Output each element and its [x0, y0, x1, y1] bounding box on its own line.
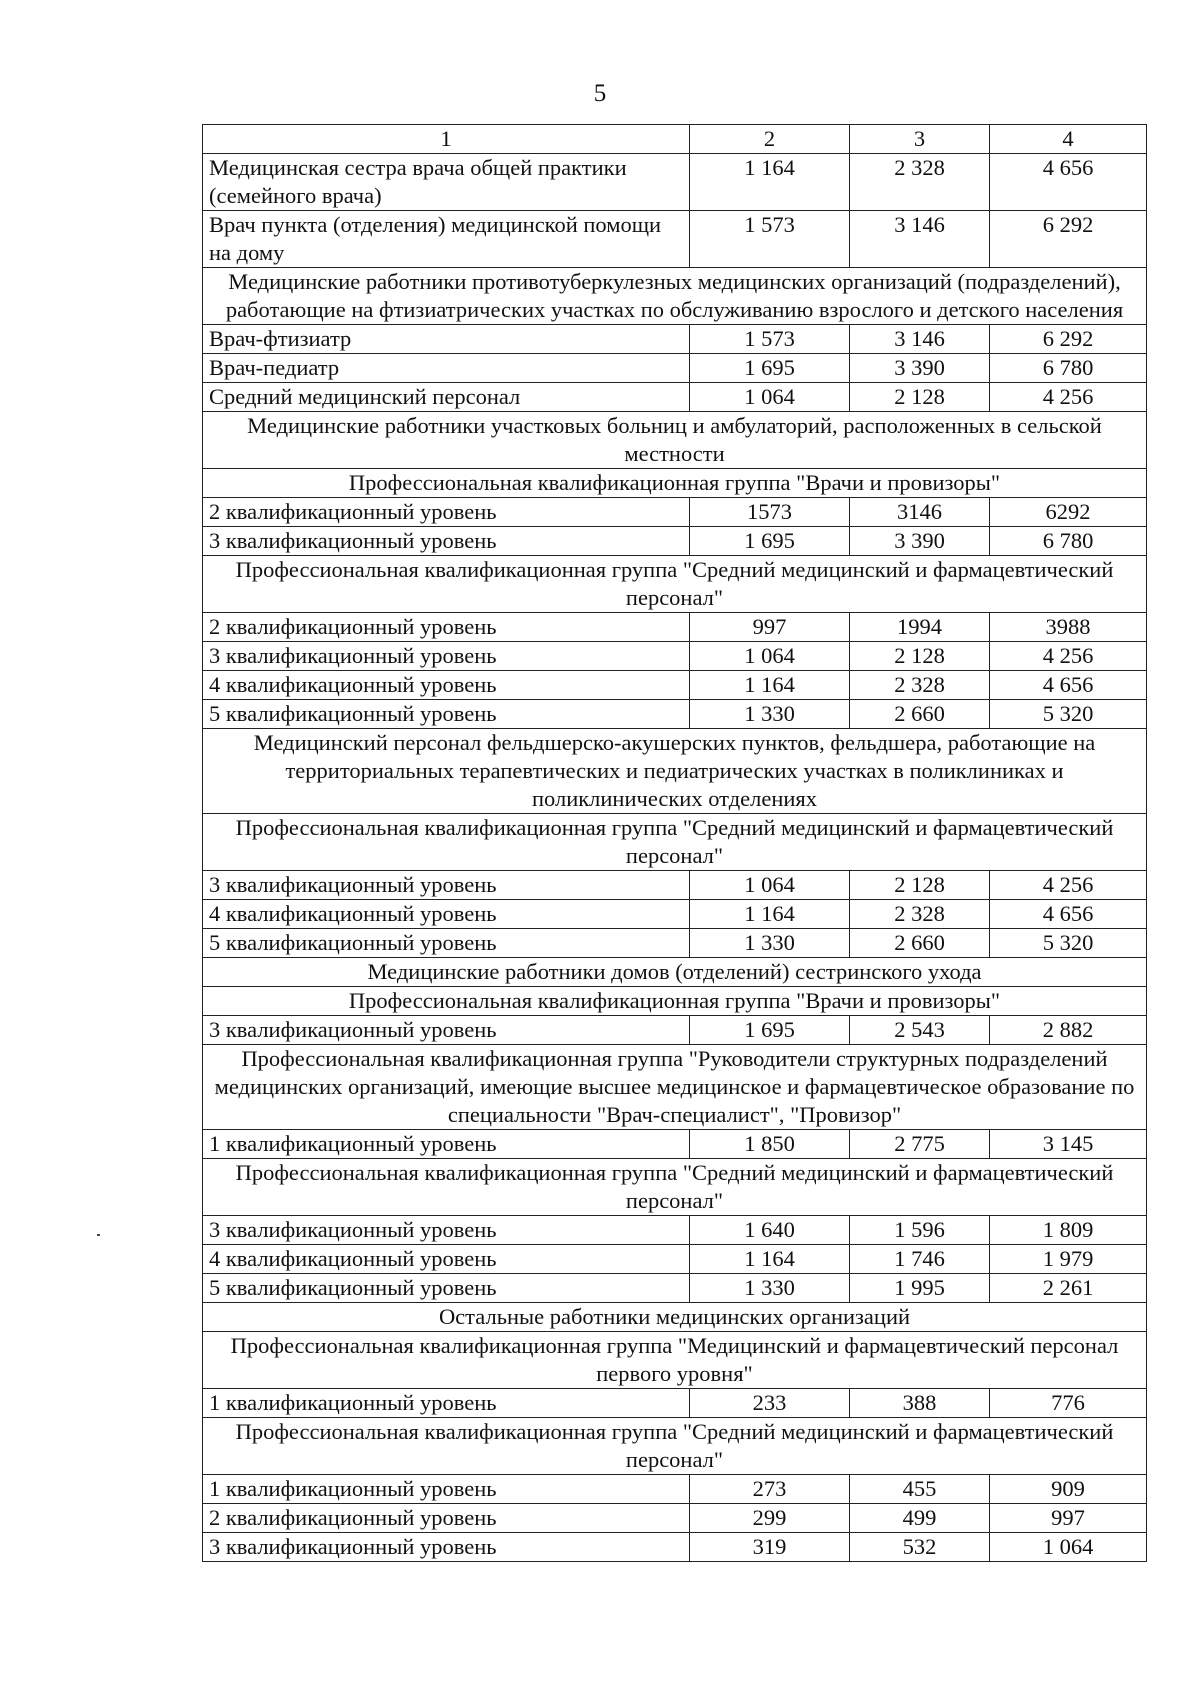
- table-row: [203, 1389, 1147, 1418]
- scan-speck: [97, 1234, 100, 1236]
- position-label: Врач-педиатр: [203, 354, 690, 383]
- table-row: [203, 671, 1147, 700]
- position-label: Средний медицинский персонал: [203, 383, 690, 412]
- position-label: 2 квалификационный уровень: [203, 1504, 690, 1533]
- value-cell-col2: 1 695: [690, 354, 850, 383]
- table-row: [203, 1533, 1147, 1562]
- section-heading: Профессиональная квалификационная группа "Медицинский и фармацевтический персонал первого уровня": [203, 1332, 1147, 1389]
- table-row: [203, 1245, 1147, 1274]
- table-row: [203, 527, 1147, 556]
- table-row: [203, 1130, 1147, 1159]
- position-label: Врач пункта (отделения) медицинской помощи на дому: [203, 211, 690, 268]
- position-label: 3 квалификационный уровень: [203, 1016, 690, 1045]
- value-cell-col2: 1 573: [690, 211, 850, 268]
- section-row: [203, 1418, 1147, 1475]
- value-cell-col4: 6 292: [990, 325, 1147, 354]
- position-label: 2 квалификационный уровень: [203, 498, 690, 527]
- value-cell-col4: 2 261: [990, 1274, 1147, 1303]
- position-label: 3 квалификационный уровень: [203, 642, 690, 671]
- value-cell-col2: 299: [690, 1504, 850, 1533]
- value-cell-col3: 3 146: [850, 325, 990, 354]
- value-cell-col3: 2 775: [850, 1130, 990, 1159]
- table-row: [203, 498, 1147, 527]
- value-cell-col3: 1994: [850, 613, 990, 642]
- header-cell-4: 4: [990, 125, 1147, 154]
- value-cell-col2: 1 164: [690, 154, 850, 211]
- value-cell-col4: 6292: [990, 498, 1147, 527]
- value-cell-col3: 2 543: [850, 1016, 990, 1045]
- section-row: [203, 958, 1147, 987]
- value-cell-col4: 6 780: [990, 354, 1147, 383]
- position-label: Врач-фтизиатр: [203, 325, 690, 354]
- value-cell-col2: 1 064: [690, 383, 850, 412]
- section-heading: Медицинские работники противотуберкулезных медицинских организаций (подразделений), работающие на фтизиатрических участках по обслуживанию взрослого и детского населения: [203, 268, 1147, 325]
- table-row: [203, 1216, 1147, 1245]
- value-cell-col2: 1 330: [690, 700, 850, 729]
- table-body: [203, 125, 1147, 1562]
- position-label: 2 квалификационный уровень: [203, 613, 690, 642]
- section-heading: Профессиональная квалификационная группа "Руководители структурных подразделений медицинских организаций, имеющие высшее медицинское и фармацевтическое образование по специальности "Врач-специалист", "Провизор": [203, 1045, 1147, 1130]
- value-cell-col3: 2 328: [850, 154, 990, 211]
- value-cell-col2: 233: [690, 1389, 850, 1418]
- section-row: [203, 987, 1147, 1016]
- value-cell-col4: 997: [990, 1504, 1147, 1533]
- value-cell-col4: 2 882: [990, 1016, 1147, 1045]
- table-row: [203, 900, 1147, 929]
- table-row: [203, 1475, 1147, 1504]
- table-row: [203, 642, 1147, 671]
- value-cell-col4: 1 064: [990, 1533, 1147, 1562]
- section-row: [203, 1159, 1147, 1216]
- value-cell-col2: 1 330: [690, 929, 850, 958]
- value-cell-col2: 1 850: [690, 1130, 850, 1159]
- value-cell-col2: 273: [690, 1475, 850, 1504]
- position-label: 3 квалификационный уровень: [203, 1533, 690, 1562]
- value-cell-col3: 1 746: [850, 1245, 990, 1274]
- table-row: [203, 154, 1147, 211]
- value-cell-col4: 4 656: [990, 900, 1147, 929]
- value-cell-col3: 2 660: [850, 929, 990, 958]
- value-cell-col3: 499: [850, 1504, 990, 1533]
- value-cell-col3: 2 660: [850, 700, 990, 729]
- value-cell-col3: 388: [850, 1389, 990, 1418]
- table-row: [203, 383, 1147, 412]
- value-cell-col2: 1 330: [690, 1274, 850, 1303]
- value-cell-col2: 1573: [690, 498, 850, 527]
- value-cell-col4: 4 656: [990, 154, 1147, 211]
- position-label: 1 квалификационный уровень: [203, 1389, 690, 1418]
- table-row: [203, 929, 1147, 958]
- value-cell-col3: 2 328: [850, 671, 990, 700]
- position-label: 3 квалификационный уровень: [203, 871, 690, 900]
- section-heading: Медицинский персонал фельдшерско-акушерских пунктов, фельдшера, работающие на территориальных терапевтических и педиатрических участках в поликлиниках и поликлинических отделениях: [203, 729, 1147, 814]
- value-cell-col3: 455: [850, 1475, 990, 1504]
- value-cell-col4: 3 145: [990, 1130, 1147, 1159]
- value-cell-col4: 4 256: [990, 871, 1147, 900]
- header-row: [203, 125, 1147, 154]
- value-cell-col2: 1 064: [690, 642, 850, 671]
- value-cell-col3: 2 128: [850, 871, 990, 900]
- section-heading: Профессиональная квалификационная группа "Средний медицинский и фармацевтический персонал": [203, 1159, 1147, 1216]
- section-row: [203, 469, 1147, 498]
- value-cell-col3: 2 128: [850, 642, 990, 671]
- value-cell-col3: 3146: [850, 498, 990, 527]
- section-heading: Профессиональная квалификационная группа "Врачи и провизоры": [203, 987, 1147, 1016]
- position-label: 3 квалификационный уровень: [203, 1216, 690, 1245]
- section-heading: Профессиональная квалификационная группа "Средний медицинский и фармацевтический персонал": [203, 1418, 1147, 1475]
- table-row: [203, 1274, 1147, 1303]
- value-cell-col3: 2 128: [850, 383, 990, 412]
- position-label: 1 квалификационный уровень: [203, 1130, 690, 1159]
- value-cell-col3: 532: [850, 1533, 990, 1562]
- value-cell-col2: 1 164: [690, 671, 850, 700]
- table-row: [203, 1016, 1147, 1045]
- section-heading: Медицинские работники домов (отделений) сестринского ухода: [203, 958, 1147, 987]
- value-cell-col3: 1 995: [850, 1274, 990, 1303]
- table-row: [203, 871, 1147, 900]
- value-cell-col3: 3 390: [850, 354, 990, 383]
- section-row: [203, 1332, 1147, 1389]
- value-cell-col2: 1 164: [690, 1245, 850, 1274]
- salary-table: [202, 124, 1147, 1562]
- position-label: 3 квалификационный уровень: [203, 527, 690, 556]
- section-heading: Профессиональная квалификационная группа "Средний медицинский и фармацевтический персонал": [203, 556, 1147, 613]
- section-heading: Профессиональная квалификационная группа "Врачи и провизоры": [203, 469, 1147, 498]
- position-label: 5 квалификационный уровень: [203, 1274, 690, 1303]
- section-row: [203, 1303, 1147, 1332]
- table-row: [203, 354, 1147, 383]
- table-row: [203, 211, 1147, 268]
- value-cell-col2: 1 064: [690, 871, 850, 900]
- position-label: 4 квалификационный уровень: [203, 671, 690, 700]
- page-number: 5: [593, 80, 607, 107]
- value-cell-col2: 1 640: [690, 1216, 850, 1245]
- value-cell-col3: 2 328: [850, 900, 990, 929]
- section-row: [203, 556, 1147, 613]
- table-row: [203, 325, 1147, 354]
- value-cell-col3: 1 596: [850, 1216, 990, 1245]
- section-heading: Остальные работники медицинских организаций: [203, 1303, 1147, 1332]
- table-row: [203, 700, 1147, 729]
- value-cell-col4: 6 780: [990, 527, 1147, 556]
- value-cell-col2: 1 695: [690, 1016, 850, 1045]
- value-cell-col4: 4 256: [990, 642, 1147, 671]
- value-cell-col2: 319: [690, 1533, 850, 1562]
- value-cell-col4: 776: [990, 1389, 1147, 1418]
- value-cell-col3: 3 390: [850, 527, 990, 556]
- value-cell-col2: 1 695: [690, 527, 850, 556]
- value-cell-col4: 4 256: [990, 383, 1147, 412]
- value-cell-col3: 3 146: [850, 211, 990, 268]
- position-label: 4 квалификационный уровень: [203, 1245, 690, 1274]
- value-cell-col4: 3988: [990, 613, 1147, 642]
- header-cell-3: 3: [850, 125, 990, 154]
- position-label: Медицинская сестра врача общей практики (семейного врача): [203, 154, 690, 211]
- section-row: [203, 814, 1147, 871]
- position-label: 4 квалификационный уровень: [203, 900, 690, 929]
- value-cell-col4: 6 292: [990, 211, 1147, 268]
- section-heading: Медицинские работники участковых больниц и амбулаторий, расположенных в сельской местности: [203, 412, 1147, 469]
- value-cell-col4: 4 656: [990, 671, 1147, 700]
- table-row: [203, 1504, 1147, 1533]
- position-label: 5 квалификационный уровень: [203, 700, 690, 729]
- value-cell-col2: 1 573: [690, 325, 850, 354]
- position-label: 1 квалификационный уровень: [203, 1475, 690, 1504]
- section-row: [203, 412, 1147, 469]
- header-cell-1: 1: [203, 125, 690, 154]
- value-cell-col4: 1 809: [990, 1216, 1147, 1245]
- value-cell-col2: 1 164: [690, 900, 850, 929]
- header-cell-2: 2: [690, 125, 850, 154]
- table-row: [203, 613, 1147, 642]
- section-row: [203, 268, 1147, 325]
- section-heading: Профессиональная квалификационная группа "Средний медицинский и фармацевтический персонал": [203, 814, 1147, 871]
- value-cell-col4: 5 320: [990, 929, 1147, 958]
- section-row: [203, 729, 1147, 814]
- value-cell-col4: 909: [990, 1475, 1147, 1504]
- section-row: [203, 1045, 1147, 1130]
- value-cell-col4: 5 320: [990, 700, 1147, 729]
- value-cell-col2: 997: [690, 613, 850, 642]
- value-cell-col4: 1 979: [990, 1245, 1147, 1274]
- position-label: 5 квалификационный уровень: [203, 929, 690, 958]
